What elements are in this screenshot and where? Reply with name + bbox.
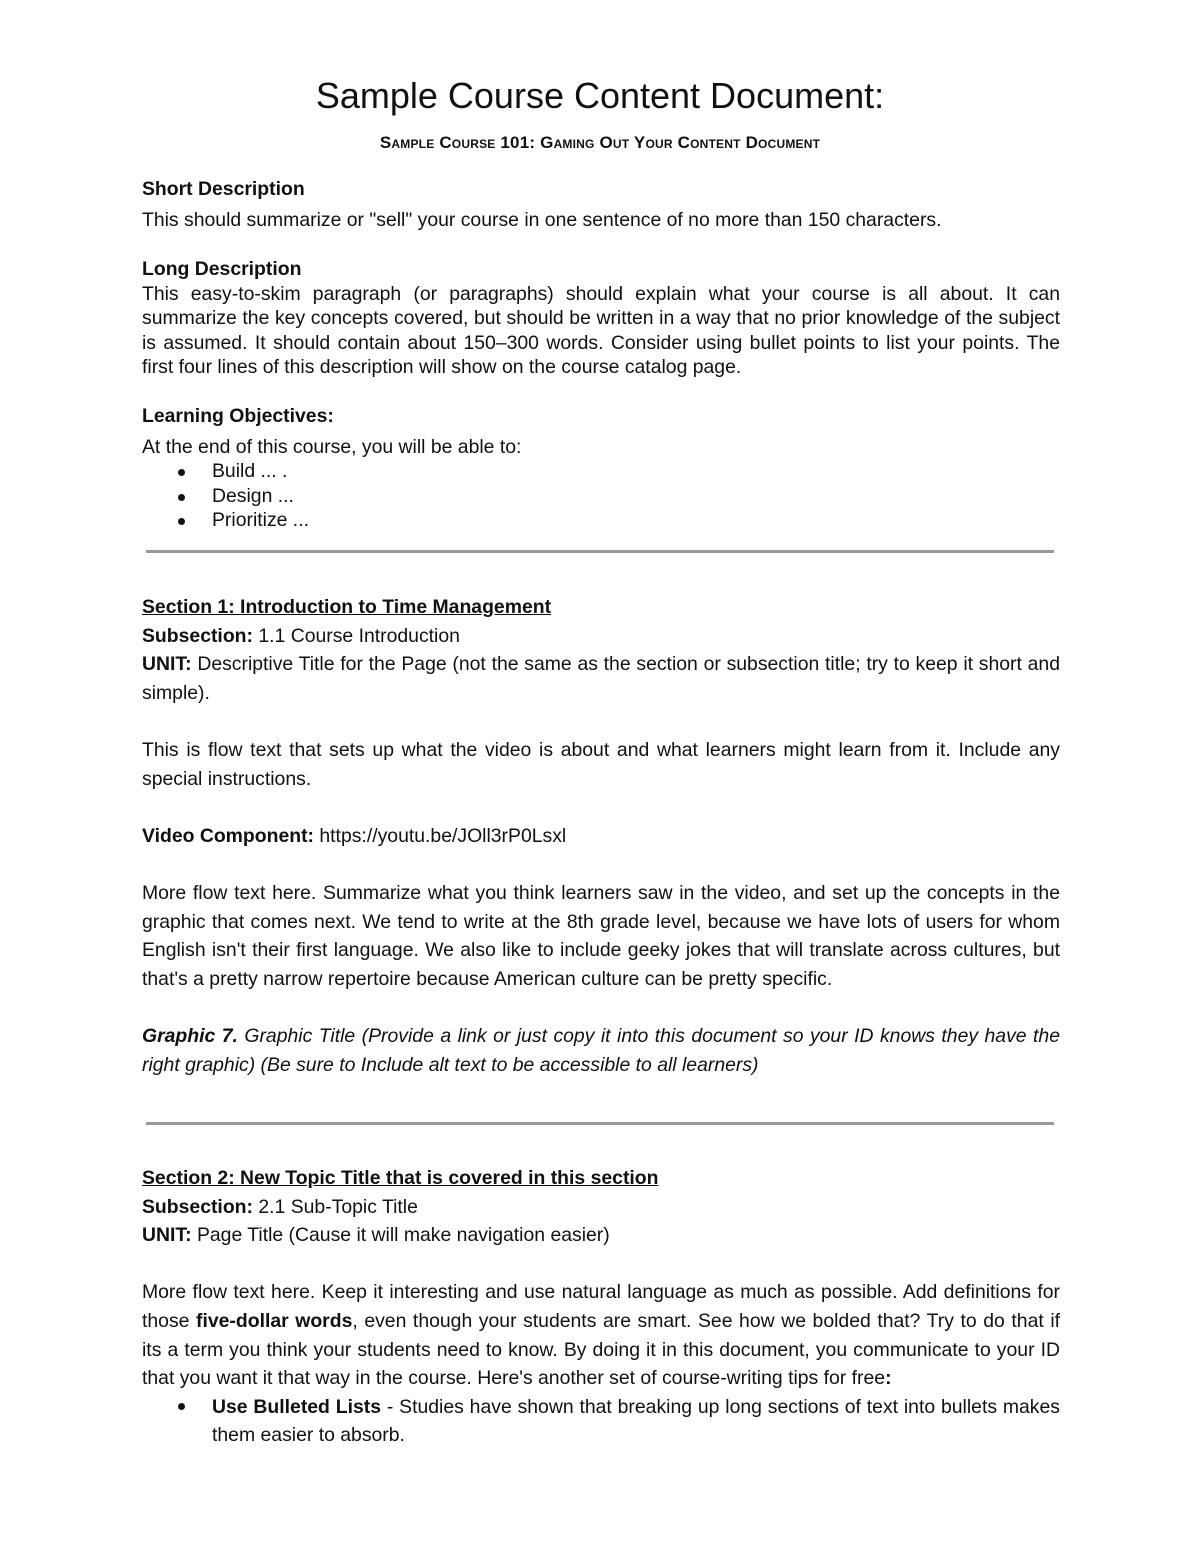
objectives-list	[142, 459, 1060, 533]
tip-text: - Studies have shown that breaking up long sections of text into bullets makes them easier to absorb.	[212, 1395, 1060, 1447]
section-2-unit	[142, 1221, 1060, 1250]
graphic-text: Graphic Title (Provide a link or just copy it into this document so your ID knows they have the right graphic) (Be sure to Include alt text to be accessible to all learners)	[142, 1024, 1060, 1076]
video-url[interactable]: https://youtu.be/JOll3rP0Lsxl	[319, 824, 567, 847]
section-1-flow-text: This is flow text that sets up what the video is about and what learners might learn from it. Include any special instructions.	[142, 738, 1060, 790]
learning-objectives-intro: At the end of this course, you will be able to:	[142, 435, 522, 458]
short-description	[142, 177, 1060, 232]
tips-list	[142, 1393, 1060, 1450]
list-item: Build ... .	[142, 459, 1060, 484]
list-item: Prioritize ...	[142, 508, 1060, 533]
section-1-subsection	[142, 622, 1060, 651]
flow-text-start: More flow text here. Keep it interesting and use natural language as much as possible. Add definitions for those	[142, 1281, 1060, 1332]
learning-objectives-heading: Learning Objectives:	[142, 405, 334, 427]
list-item	[142, 1393, 1060, 1450]
subsection-value: 2.1 Sub-Topic Title	[258, 1195, 418, 1218]
section-2	[142, 1164, 1060, 1450]
unit-label: UNIT:	[142, 653, 192, 676]
graphic-note	[142, 1022, 1060, 1079]
section-1-unit	[142, 650, 1060, 707]
unit-value: Page Title (Cause it will make navigation easier)	[196, 1224, 610, 1247]
section-1-summary-text: More flow text here. Summarize what you think learners saw in the video, and set up the concepts in the graphic that comes next. We tend to write at the 8th grade level, because we have lots of users for whom English isn't their first language. We also like to include geeky jokes that will translate across cultures, but that's a pretty narrow repertoire because American culture can be pretty specific.	[142, 881, 1060, 990]
section-2-heading: Section 2: New Topic Title that is covered in this section	[142, 1167, 659, 1189]
flow-text-colon: :	[885, 1367, 892, 1390]
section-divider	[146, 1122, 1054, 1125]
video-component	[142, 822, 1060, 851]
flow-text-end: , even though your students are smart. See how we bolded that? Try to do that if its a term you think your students need to know. By doing it in this document, you communicate to your ID that you want it that way in the course. Here's another set of course-writing tips for free	[142, 1309, 1061, 1390]
document-subtitle: Sample Course 101: Gaming Out Your Content Document	[379, 133, 821, 152]
section-1	[142, 593, 1060, 1079]
section-2-flow-text	[142, 1278, 1060, 1392]
graphic-label: Graphic 7.	[142, 1024, 238, 1047]
section-divider	[146, 550, 1054, 553]
learning-objectives	[142, 404, 1060, 533]
long-description-text: This easy-to-skim paragraph (or paragraphs) should explain what your course is all about. It can summarize the key concepts covered, but should be written in a way that no prior knowledge of the subject is assumed. It should contain about 150–300 words. Consider using bullet points to list your points. The first four lines of this description will show on the course catalog page.	[142, 282, 1060, 379]
unit-value: Descriptive Title for the Page (not the same as the section or subsection title; try to keep it short and simple).	[142, 653, 1061, 704]
subsection-label: Subsection:	[142, 624, 253, 647]
section-2-subsection	[142, 1193, 1060, 1222]
subsection-value: 1.1 Course Introduction	[258, 624, 460, 647]
video-component-label: Video Component:	[142, 824, 314, 847]
bold-term: five-dollar words	[196, 1309, 353, 1332]
document-title: Sample Course Content Document:	[315, 75, 885, 116]
section-1-heading: Section 1: Introduction to Time Management	[142, 596, 552, 618]
long-description	[142, 257, 1060, 380]
subsection-label: Subsection:	[142, 1195, 253, 1218]
short-description-text: This should summarize or "sell" your course in one sentence of no more than 150 characters.	[142, 208, 942, 231]
tip-label: Use Bulleted Lists	[212, 1395, 382, 1418]
list-item: Design ...	[142, 484, 1060, 509]
long-description-heading: Long Description	[142, 258, 302, 280]
short-description-heading: Short Description	[142, 178, 305, 200]
unit-label: UNIT:	[142, 1224, 192, 1247]
